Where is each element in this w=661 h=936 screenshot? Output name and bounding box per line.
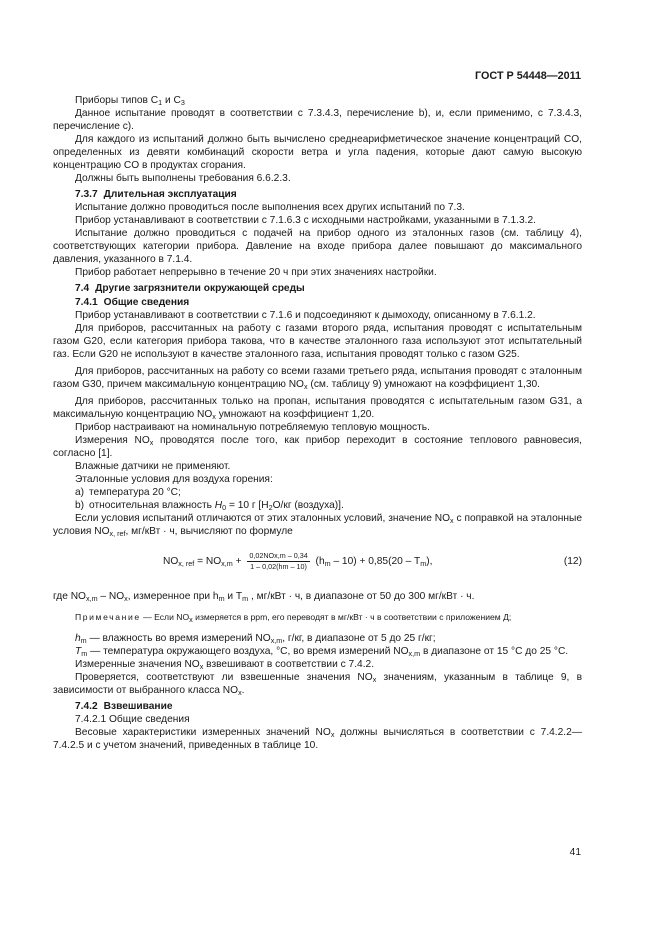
paragraph: Прибор устанавливают в соответствии с 7.1.6 и подсоединяют к дымоходу, описанному в 7.6.1.2. (75, 310, 536, 321)
paragraph: Проверяется, соответствуют ли взвешенные значения $NO_x$ значениям, указанным в таблице 9, в зависимости от выбранного класса $NO_x$. (53, 672, 582, 697)
list-item: a) температура 20 °C; (75, 487, 181, 498)
paragraph: Должны быть выполнены требования 6.6.2.3. (75, 173, 291, 184)
paragraph: Для каждого из испытаний должно быть вычислено среднеарифметическое значение концентраций CO, определенных из девяти комбинаций скорости ветра и угла падения, которые дают самую высокую концентрацию CO в продуктах сгорания. (53, 134, 582, 171)
paragraph: Измерения $NO_x$ проводятся после того, как прибор переходит в состояние теплового равновесия, согласно [1]. (53, 435, 582, 459)
page-number: 41 (569, 847, 581, 858)
paragraph: Для приборов, рассчитанных на работу с газами второго ряда, испытания проводят с испытательным газом G20, если категория прибора такова, что в качестве эталонного газа используют этот испытательный газ. Если G20 не используют в качестве эталонного газа, испытания проводят только с газом G25. (53, 323, 582, 360)
paragraph: Если условия испытаний отличаются от этих эталонных условий, значение $NO_x$ с поправкой на эталонные условия $NO_{x, ref}$, мг/кВт · ч, вычисляют по формуле (53, 513, 583, 538)
formula-where: где $NO_{x,m} - NO_x$, измеренное при $h_m$ и $T_m$ , мг/кВт · ч, в диапазоне от 50 до 300 мг/кВт · ч. (53, 591, 475, 603)
formula-12 (53, 547, 582, 581)
paragraph: Измеренные значения $NO_x$ взвешивают в соответствии с 7.4.2. (75, 659, 375, 671)
formula-fraction: $\frac{\text{0,02NOx,m – 0,34}}{1 - 0,02(hm - 10)}$ (249, 551, 308, 571)
paragraph: Приборы типов $C_1$ и $C_3$ (75, 95, 185, 107)
paragraph: Прибор устанавливают в соответствии с 7.1.6.3 с исходными настройками, указанными в 7.1.3.2. (75, 215, 536, 226)
definition-h: $h_m$ — влажность во время измерений $NO_{x,m}$, г/кг, в диапазоне от 5 до 25 г/кг; (75, 633, 436, 645)
formula-body: $NO_{x, ref} = NO_{x,m}$ + $\frac{\text{0,02NOx,m – 0,34}}{1 - 0,02(hm - 10)}$ $(h_m - 10) + 0,85(20 - T_m)$, (163, 551, 433, 571)
paragraph: Испытание должно проводиться с подачей на прибор одного из эталонных газов (см. таблицу 4), соответствующих категории прибора. Давление на входе прибора далее повышают до максимального давления, указанного в 7.1.4. (53, 228, 582, 265)
section-heading-7-4-1: 7.4.1 Общие сведения (75, 297, 190, 308)
definition-t: $T_m$ — температура окружающего воздуха, °C, во время измерений $NO_{x,m}$ в диапазоне от 15 °C до 25 °C. (75, 646, 569, 658)
paragraph: Для приборов, рассчитанных только на пропан, испытания проводятся с испытательным газом G31, а максимальную концентрацию $NO_x$ умножают на коэффициент 1,20. (53, 396, 582, 421)
list-item: b) относительная влажность $H_0 = 10$ г [$H_2O/кг$ (воздуха)]. (75, 500, 344, 512)
document-body (53, 94, 582, 752)
section-heading-7-3-7: 7.3.7 Длительная эксплуатация (75, 189, 237, 200)
paragraph: Для приборов, рассчитанных на работу со всеми газами третьего ряда, испытания проводят с эталонным газом G30, причем максимальную концентрацию $NO_x$ (см. таблицу 9) умножают на коэффициент 1,30. (53, 366, 582, 391)
paragraph: Весовые характеристики измеренных значений $NO_x$ должны вычисляться в соответствии с 7.4.2.2—7.4.2.5 и с учетом значений, приведенных в таблице 10. (53, 727, 582, 751)
paragraph: Эталонные условия для воздуха горения: (75, 474, 273, 485)
note: Примечание — Если $NO_x$ измеряется в ppm, его переводят в мг/кВт · ч в соответствии с приложением Д; (75, 612, 512, 624)
section-heading-7-4: 7.4 Другие загрязнители окружающей среды (75, 283, 305, 294)
document-header: ГОСТ Р 54448—2011 (475, 70, 581, 82)
paragraph: Прибор работает непрерывно в течение 20 ч при этих значениях настройки. (75, 267, 437, 278)
paragraph: Прибор настраивают на номинальную потребляемую тепловую мощность. (75, 422, 430, 433)
paragraph: Влажные датчики не применяют. (75, 461, 231, 472)
section-heading-7-4-2: 7.4.2 Взвешивание (75, 701, 173, 712)
section-heading-7-4-2-1: 7.4.2.1 Общие сведения (75, 714, 190, 725)
paragraph: Испытание должно проводиться после выполнения всех других испытаний по 7.3. (75, 202, 465, 213)
formula-number: (12) (563, 556, 582, 567)
paragraph: Данное испытание проводят в соответствии с 7.3.4.3, перечисление b), и, если применимо, с 7.3.4.3, перечисление c). (53, 108, 582, 132)
